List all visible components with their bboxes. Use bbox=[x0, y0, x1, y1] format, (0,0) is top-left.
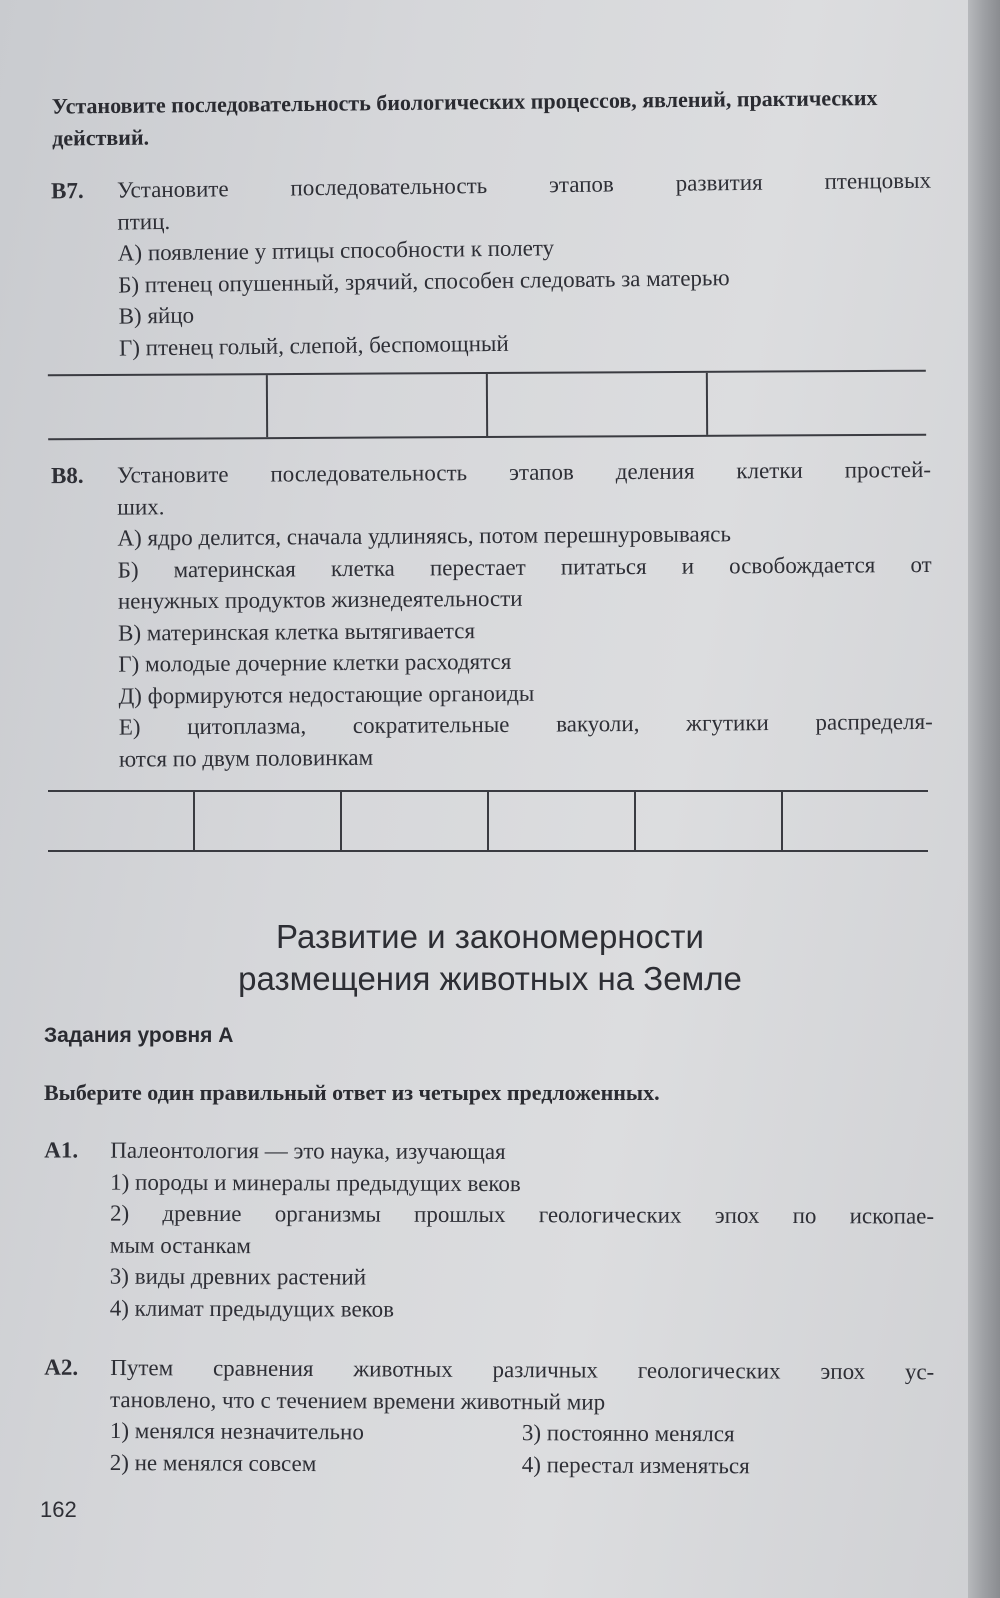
option-continuation: мым останкам bbox=[109, 1232, 252, 1258]
level-heading: Задания уровня А bbox=[44, 1024, 234, 1047]
option: 2) древние организмы прошлых геологических эпох по ископае- bbox=[110, 1200, 935, 1229]
option: 1) менялся незначительно bbox=[109, 1418, 364, 1445]
option: 3) виды древних растений bbox=[109, 1263, 367, 1290]
question-text: Установите последовательность этапов деления клетки простей- bbox=[116, 456, 932, 488]
option-continuation: ненужных продуктов жизнедеятельности bbox=[117, 585, 523, 614]
task-number: А2. bbox=[44, 1354, 79, 1380]
answer-grid-b7 bbox=[48, 370, 926, 441]
answer-cell[interactable] bbox=[48, 375, 268, 438]
option: Г) птенец голый, слепой, беспомощный bbox=[118, 330, 509, 361]
answer-cell[interactable] bbox=[48, 792, 195, 850]
task-b7 bbox=[51, 165, 933, 365]
answer-cell[interactable] bbox=[708, 372, 926, 435]
option: 1) породы и минералы предыдущих веков bbox=[110, 1169, 521, 1196]
book-edge bbox=[968, 0, 1000, 1598]
option: В) яйцо bbox=[118, 302, 195, 329]
intro-instruction: Установите последовательность биологических процессов, явлений, практических действий. bbox=[51, 84, 878, 151]
option: 2) не менялся совсем bbox=[109, 1449, 317, 1476]
answer-cell[interactable] bbox=[783, 792, 928, 850]
option-continuation: ются по двум половинкам bbox=[118, 744, 374, 772]
option: Г) молодые дочерние клетки расходятся bbox=[118, 648, 512, 677]
answer-cell[interactable] bbox=[195, 792, 342, 850]
task-a2 bbox=[44, 1352, 935, 1483]
task-number: А1. bbox=[44, 1137, 79, 1163]
answer-grid-b8 bbox=[48, 790, 928, 852]
answer-cell[interactable] bbox=[488, 373, 708, 436]
options-column-right bbox=[522, 1417, 934, 1482]
question-text: птиц. bbox=[117, 208, 171, 235]
instruction: Выберите один правильный ответ из четырех предложенных. bbox=[44, 1080, 660, 1105]
task-a1 bbox=[44, 1134, 935, 1326]
options-column-left bbox=[110, 1415, 522, 1480]
option: 4) климат предыдущих веков bbox=[109, 1295, 395, 1322]
question-text: ших. bbox=[117, 493, 165, 520]
task-b8 bbox=[51, 454, 933, 775]
option: А) ядро делится, сначала удлиняясь, потом перешнуровываясь bbox=[117, 521, 732, 551]
option: 3) постоянно менялся bbox=[521, 1420, 735, 1447]
page-number: 162 bbox=[40, 1497, 77, 1522]
option: Д) формируются недостающие органоиды bbox=[118, 680, 535, 709]
task-number: В7. bbox=[50, 177, 84, 204]
option: А) появление у птицы способности к полету bbox=[117, 235, 555, 266]
question-text: Палеонтология — это наука, изучающая bbox=[110, 1137, 506, 1165]
option: Б) материнская клетка перестает питаться и освобождается от bbox=[117, 551, 932, 583]
section-title-line: Развитие и закономерности bbox=[276, 918, 704, 955]
answer-cell[interactable] bbox=[636, 792, 783, 850]
options-columns bbox=[110, 1415, 934, 1482]
section-title-line: размещения животных на Земле bbox=[238, 960, 742, 997]
task-number: В8. bbox=[50, 462, 84, 489]
answer-cell[interactable] bbox=[268, 374, 488, 437]
option: Е) цитоплазма, сократительные вакуоли, жгутики распределя- bbox=[118, 708, 933, 740]
question-text: Путем сравнения животных различных геологических эпох ус- bbox=[110, 1355, 935, 1385]
question-text: Установите последовательность этапов развития птенцовых bbox=[116, 167, 932, 203]
answer-cell[interactable] bbox=[342, 792, 489, 850]
answer-cell[interactable] bbox=[489, 792, 636, 850]
option: 4) перестал изменяться bbox=[521, 1451, 750, 1478]
option: В) материнская клетка вытягивается bbox=[118, 617, 476, 646]
option: Б) птенец опушенный, зрячий, способен следовать за матерью bbox=[118, 264, 730, 298]
question-text: тановлено, что с течением времени животный мир bbox=[110, 1386, 606, 1415]
section-title bbox=[90, 916, 890, 1000]
